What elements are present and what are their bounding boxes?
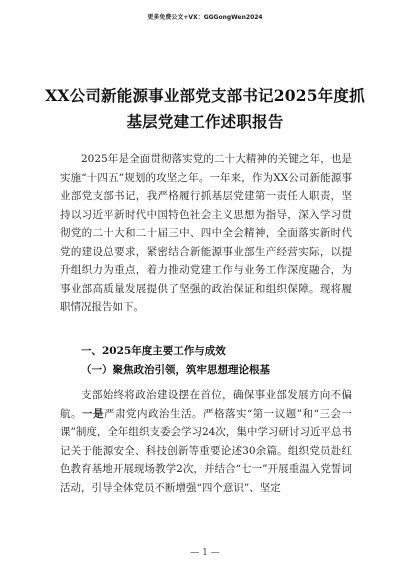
list-marker: 一是 xyxy=(82,407,104,420)
document-title: XX公司新能源事业部党支部书记2025年度抓基层党建工作述职报告 xyxy=(45,86,365,131)
intro-paragraph: 2025年是全面贯彻落实党的二十大精神的关键之年，也是实施“十四五”规划的攻坚之年。一年来，作为XX公司新能源事业部党支部书记，我严格履行抓基层党建第一责任人职责，坚持以习近平新时代中国特色社会主义思想为指导，深入学习贯彻党的二十大和二十届三中、四中全会精神，全面落实新时代党的建设总要求，紧密结合新能源事业部生产经营实际，以提升组织力为重点，着力推动党建工作与业务工作深度融合，为事业部高质量发展提供了坚强的政治保证和组织保障。现将履职情况报告如下。 xyxy=(60,153,352,313)
subsection-heading: （一）聚焦政治引领，筑牢思想理论根基 xyxy=(81,364,270,376)
page-number: — 1 — xyxy=(190,548,220,558)
section-heading: 一、2025年度主要工作与成效 xyxy=(81,345,226,357)
page-header: 更多免费公文+VX：GGGongWen2024 xyxy=(147,14,263,21)
paragraph-text-continued: 严肃党内政治生活。严格落实“第一议题”和“三会一课”制度，全年组织支委会学习24次，集中学习研讨习近平总书记关于能源安全、科技创新等重要论述30余篇。组织党员赴红色教育基地开展现场教学2次，并结合“七一”开展重温入党誓词活动，引导全体党员不断增强“四个意识”、坚定 xyxy=(60,407,353,494)
body-paragraph xyxy=(60,386,352,497)
paragraph-text: 支部始终将政治建设摆在首位，确保事业部发展方向不偏航。 xyxy=(60,389,352,420)
